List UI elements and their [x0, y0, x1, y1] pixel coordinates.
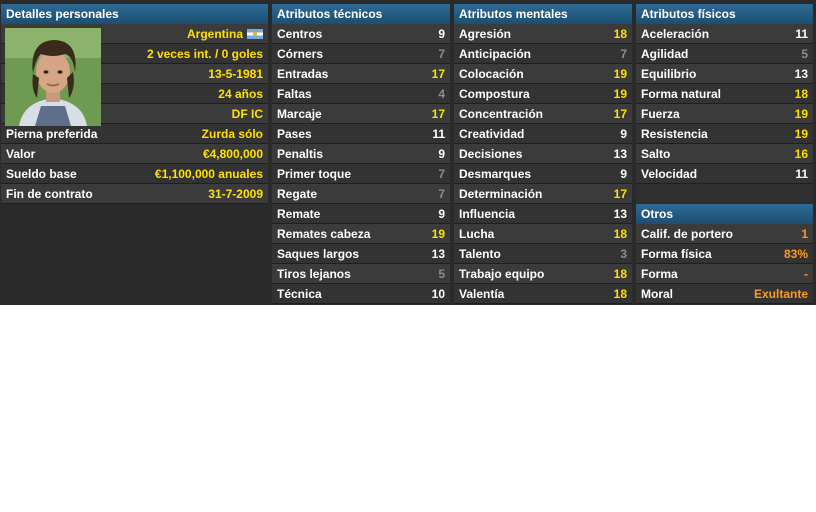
technical-attribute-label: Saques largos [277, 247, 360, 261]
mental-attribute-row[interactable] [454, 24, 632, 44]
technical-attribute-value: 9 [438, 27, 445, 41]
technical-attribute-row[interactable] [272, 264, 450, 284]
physical-attribute-value: 19 [794, 127, 808, 141]
technical-attribute-row[interactable] [272, 144, 450, 164]
mental-attribute-row[interactable] [454, 104, 632, 124]
mental-attribute-label: Concentración [459, 107, 544, 121]
mental-attribute-row[interactable] [454, 204, 632, 224]
flag-argentina-icon [247, 29, 263, 39]
technical-attribute-row[interactable] [272, 204, 450, 224]
physical-attribute-row[interactable] [636, 64, 813, 84]
technical-attribute-label: Faltas [277, 87, 312, 101]
personal-detail-value: Zurda sólo [201, 127, 263, 141]
physical-attributes-panel [636, 4, 813, 304]
technical-attribute-value: 4 [438, 87, 445, 101]
other-stat-label: Forma [641, 267, 678, 281]
mental-attribute-row[interactable] [454, 124, 632, 144]
other-stat-value: 83% [783, 247, 808, 261]
mental-attribute-label: Agresión [459, 27, 512, 41]
mental-attribute-label: Creatividad [459, 127, 525, 141]
other-stat-value: Exultante [753, 287, 808, 301]
position-value: DF IC [231, 107, 263, 121]
technical-attribute-value: 11 [432, 127, 445, 141]
mental-attribute-label: Influencia [459, 207, 516, 221]
mental-attributes-header: Atributos mentales [454, 4, 632, 24]
technical-attribute-label: Regate [277, 187, 318, 201]
panel-spacer [636, 184, 813, 204]
physical-attributes-header: Atributos físicos [636, 4, 813, 24]
technical-attribute-row[interactable] [272, 24, 450, 44]
technical-attribute-label: Entradas [277, 67, 329, 81]
other-stat-row[interactable] [636, 224, 813, 244]
physical-attribute-row[interactable] [636, 84, 813, 104]
technical-attribute-value: 9 [438, 147, 445, 161]
mental-attribute-value: 7 [620, 47, 627, 61]
physical-attribute-value: 16 [794, 147, 808, 161]
technical-attribute-label: Córners [277, 47, 324, 61]
technical-attribute-value: 10 [431, 287, 445, 301]
other-stat-value: - [804, 267, 808, 281]
mental-attribute-value: 13 [613, 207, 627, 221]
technical-attributes-header: Atributos técnicos [272, 4, 450, 24]
physical-attribute-label: Equilibrio [641, 67, 697, 81]
mental-attribute-value: 9 [620, 167, 627, 181]
technical-attribute-label: Técnica [277, 287, 322, 301]
physical-attribute-label: Forma natural [641, 87, 722, 101]
personal-detail-row[interactable] [1, 124, 268, 144]
physical-attribute-value: 11 [795, 27, 808, 41]
mental-attribute-row[interactable] [454, 264, 632, 284]
physical-attribute-label: Agilidad [641, 47, 689, 61]
physical-attribute-row[interactable] [636, 164, 813, 184]
mental-attribute-label: Determinación [459, 187, 543, 201]
technical-attribute-row[interactable] [272, 164, 450, 184]
technical-attribute-label: Remates cabeza [277, 227, 371, 241]
technical-attributes-panel [272, 4, 450, 304]
mental-attribute-label: Talento [459, 247, 501, 261]
physical-attribute-label: Fuerza [641, 107, 680, 121]
technical-attribute-row[interactable] [272, 104, 450, 124]
physical-attribute-label: Resistencia [641, 127, 708, 141]
technical-attribute-value: 7 [438, 187, 445, 201]
personal-detail-value: €4,800,000 [202, 147, 263, 161]
physical-attribute-row[interactable] [636, 24, 813, 44]
physical-attribute-label: Salto [641, 147, 671, 161]
mental-attribute-value: 18 [613, 27, 627, 41]
personal-detail-label: Valor [6, 147, 36, 161]
mental-attribute-label: Desmarques [459, 167, 532, 181]
other-header: Otros [636, 204, 813, 224]
physical-attribute-value: 11 [795, 167, 808, 181]
caps-value: 2 veces int. / 0 goles [146, 47, 263, 61]
technical-attribute-label: Penaltis [277, 147, 324, 161]
mental-attribute-value: 13 [613, 147, 627, 161]
physical-attribute-row[interactable] [636, 144, 813, 164]
other-stat-label: Calif. de portero [641, 227, 734, 241]
mental-attribute-value: 9 [620, 127, 627, 141]
mental-attribute-value: 19 [613, 67, 627, 81]
mental-attribute-label: Valentía [459, 287, 505, 301]
mental-attribute-value: 17 [613, 187, 627, 201]
technical-attribute-label: Pases [277, 127, 312, 141]
mental-attribute-label: Trabajo equipo [459, 267, 545, 281]
mental-attribute-row[interactable] [454, 284, 632, 304]
physical-attribute-value: 13 [794, 67, 808, 81]
mental-attribute-value: 17 [613, 107, 627, 121]
personal-detail-row[interactable] [1, 144, 268, 164]
physical-attribute-value: 5 [801, 47, 808, 61]
mental-attribute-row[interactable] [454, 144, 632, 164]
mental-attribute-value: 19 [613, 87, 627, 101]
mental-attribute-value: 18 [613, 227, 627, 241]
technical-attribute-value: 7 [438, 167, 445, 181]
mental-attribute-label: Colocación [459, 67, 524, 81]
mental-attribute-value: 3 [620, 247, 627, 261]
technical-attribute-value: 9 [438, 207, 445, 221]
personal-detail-row[interactable] [1, 184, 268, 204]
physical-attribute-value: 19 [794, 107, 808, 121]
physical-attribute-row[interactable] [636, 104, 813, 124]
technical-attribute-value: 17 [431, 67, 445, 81]
technical-attribute-label: Centros [277, 27, 323, 41]
personal-detail-label: Pierna preferida [6, 127, 98, 141]
technical-attribute-row[interactable] [272, 124, 450, 144]
technical-attribute-value: 5 [438, 267, 445, 281]
technical-attribute-label: Tiros lejanos [277, 267, 351, 281]
personal-detail-value: €1,100,000 anuales [154, 167, 263, 181]
mental-attribute-row[interactable] [454, 84, 632, 104]
physical-attribute-row[interactable] [636, 44, 813, 64]
personal-detail-value: 31-7-2009 [208, 187, 263, 201]
other-stat-label: Moral [641, 287, 674, 301]
nationality-value[interactable]: Argentina [187, 24, 263, 44]
personal-detail-label: Sueldo base [6, 167, 77, 181]
technical-attribute-row[interactable] [272, 224, 450, 244]
mental-attribute-value: 18 [613, 267, 627, 281]
technical-attribute-row[interactable] [272, 244, 450, 264]
technical-attribute-label: Remate [277, 207, 321, 221]
personal-detail-row[interactable] [1, 164, 268, 184]
other-stat-row[interactable] [636, 244, 813, 264]
mental-attribute-value: 18 [613, 287, 627, 301]
mental-attribute-row[interactable] [454, 64, 632, 84]
mental-attribute-label: Decisiones [459, 147, 523, 161]
personal-details-header: Detalles personales [1, 4, 268, 24]
physical-attribute-label: Velocidad [641, 167, 698, 181]
technical-attribute-row[interactable] [272, 84, 450, 104]
technical-attribute-row[interactable] [272, 64, 450, 84]
technical-attribute-row[interactable] [272, 184, 450, 204]
mental-attribute-row[interactable] [454, 184, 632, 204]
mental-attribute-label: Compostura [459, 87, 530, 101]
technical-attribute-value: 7 [438, 47, 445, 61]
other-stat-row[interactable] [636, 264, 813, 284]
other-stat-value: 1 [801, 227, 808, 241]
mental-attribute-row[interactable] [454, 224, 632, 244]
mental-attributes-panel [454, 4, 632, 304]
technical-attribute-row[interactable] [272, 284, 450, 304]
other-stat-label: Forma física [641, 247, 712, 261]
age-value: 24 años [218, 87, 263, 101]
physical-attribute-value: 18 [794, 87, 808, 101]
technical-attribute-row[interactable] [272, 44, 450, 64]
technical-attribute-label: Marcaje [277, 107, 322, 121]
birthdate-value: 13-5-1981 [208, 67, 263, 81]
personal-detail-label: Fin de contrato [6, 187, 93, 201]
mental-attribute-label: Lucha [459, 227, 495, 241]
mental-attribute-label: Anticipación [459, 47, 532, 61]
mental-attribute-row[interactable] [454, 164, 632, 184]
personal-details-panel [1, 4, 268, 204]
technical-attribute-value: 17 [431, 107, 445, 121]
player-photo [5, 28, 101, 126]
other-stat-row[interactable] [636, 284, 813, 304]
technical-attribute-value: 19 [431, 227, 445, 241]
physical-attribute-label: Aceleración [641, 27, 710, 41]
mental-attribute-row[interactable] [454, 244, 632, 264]
mental-attribute-row[interactable] [454, 44, 632, 64]
technical-attribute-value: 13 [431, 247, 445, 261]
technical-attribute-label: Primer toque [277, 167, 352, 181]
physical-attribute-row[interactable] [636, 124, 813, 144]
